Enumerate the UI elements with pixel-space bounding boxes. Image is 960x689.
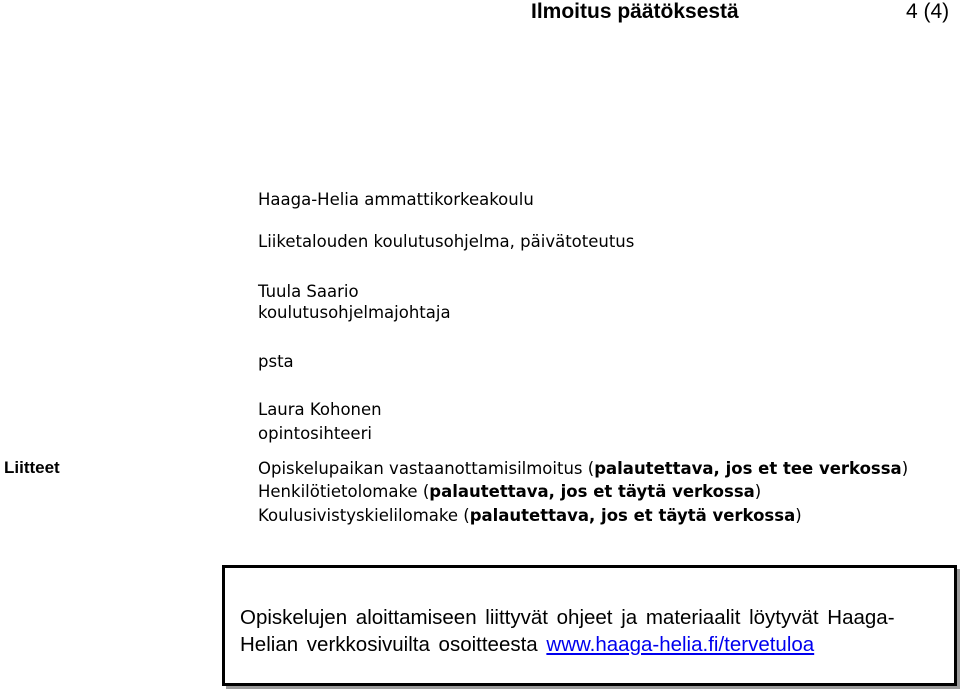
attachment-note: palautettava, jos et tee verkossa [594, 459, 902, 478]
document-title: Ilmoitus päätöksestä [531, 0, 739, 23]
attachment-paren-close: ) [754, 482, 762, 501]
attachment-note: palautettava, jos et täytä verkossa [429, 482, 755, 501]
attachment-note: palautettava, jos et täytä verkossa [469, 506, 796, 525]
attachment-item [258, 506, 802, 526]
psta-label: psta [258, 352, 294, 371]
attachment-item [258, 482, 761, 502]
attachment-item [258, 459, 908, 479]
contact-name: Laura Kohonen [258, 400, 382, 419]
attachment-paren-close: ) [795, 506, 802, 525]
attachment-name: Henkilötietolomake [258, 482, 418, 501]
attachment-paren-open: ( [417, 482, 430, 501]
notice-body: Opiskelujen aloittamiseen liittyvät ohjeet ja materiaalit löytyvät Haaga-Helian verkkosivuilta osoitteesta [240, 606, 895, 656]
attachment-name: Opiskelupaikan vastaanottamisilmoitus [258, 459, 583, 478]
signer-name: Tuula Saario [258, 282, 359, 301]
contact-title: opintosihteeri [258, 424, 372, 443]
attachment-paren-open: ( [582, 459, 595, 478]
page-number: 4 (4) [906, 0, 950, 23]
institution-name: Haaga-Helia ammattikorkeakoulu [258, 190, 534, 209]
notice-text [240, 604, 945, 658]
attachment-paren-close: ) [901, 459, 909, 478]
attachment-name: Koulusivistyskielilomake [258, 506, 458, 525]
attachment-paren-open: ( [458, 506, 470, 525]
programme-name: Liiketalouden koulutusohjelma, päivätoteutus [258, 232, 635, 251]
signer-title: koulutusohjelmajohtaja [258, 303, 451, 322]
welcome-link[interactable]: www.haaga-helia.fi/tervetuloa [546, 633, 815, 656]
notice-box [222, 565, 957, 686]
attachments-label: Liitteet [4, 458, 60, 477]
